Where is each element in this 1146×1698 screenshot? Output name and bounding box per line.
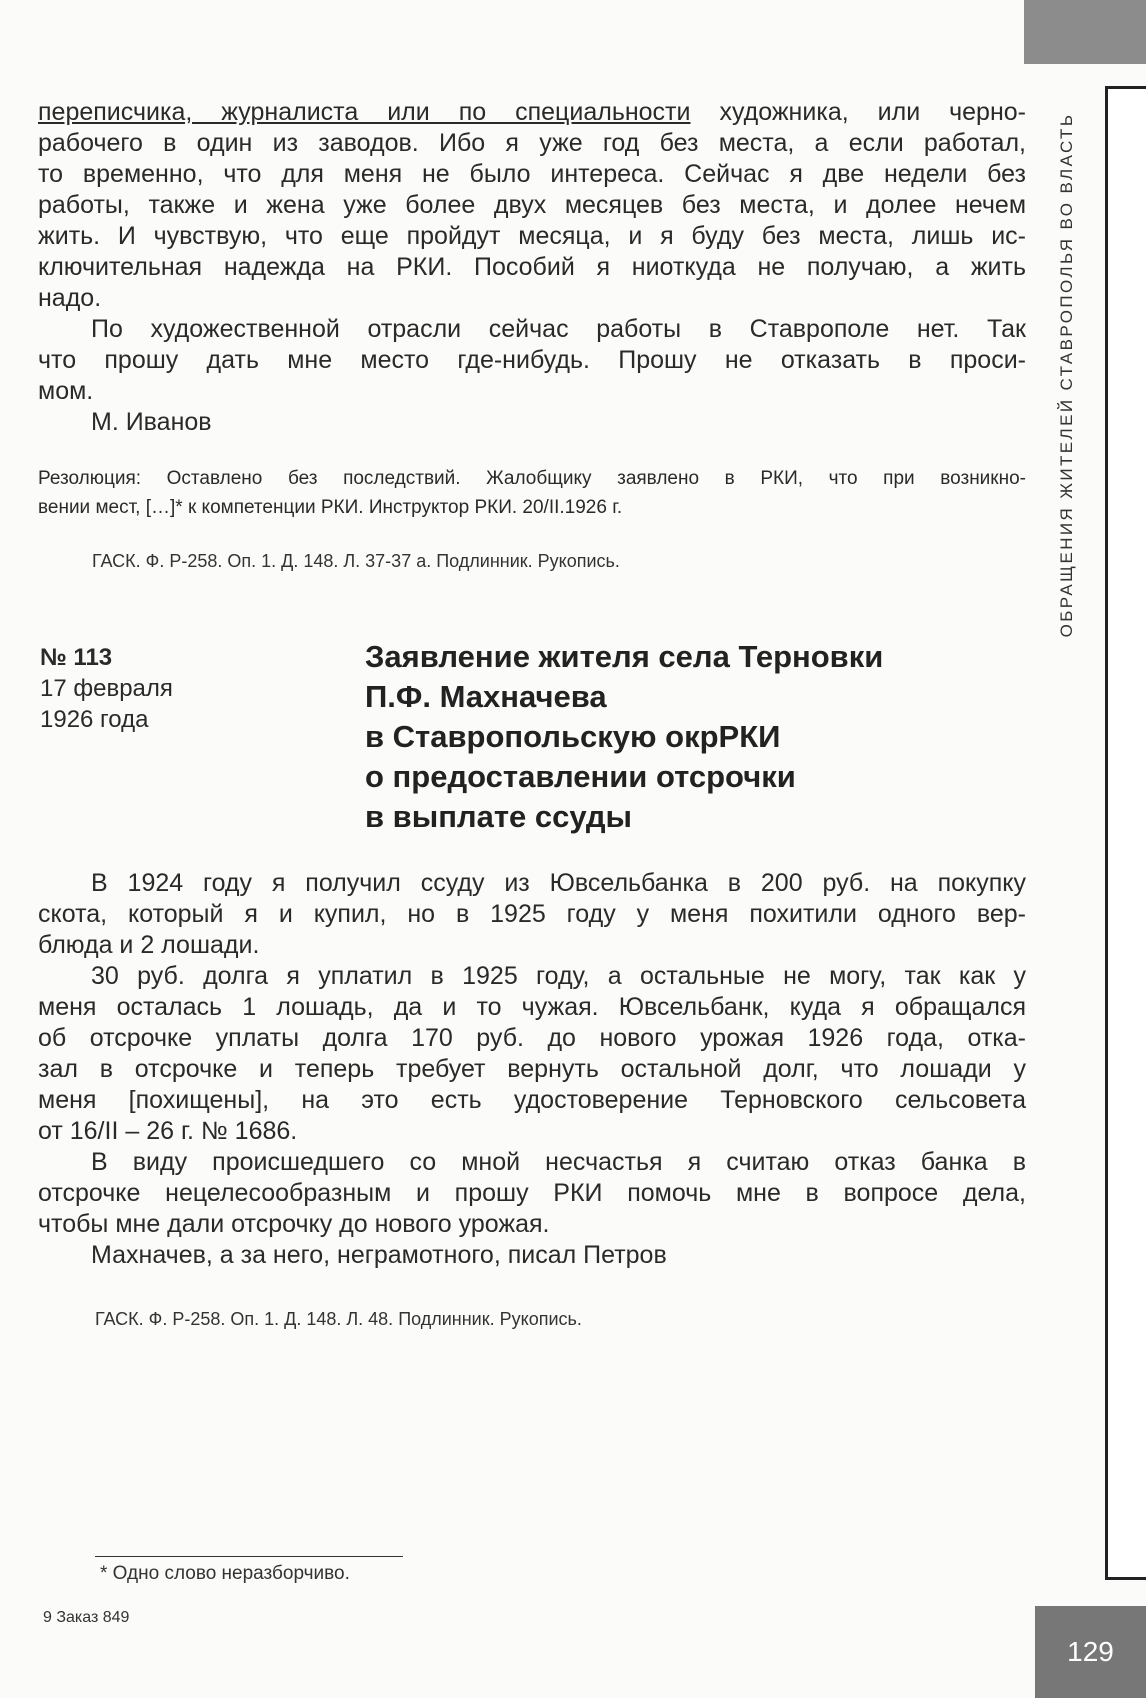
text-line: работы, также и жена уже более двух месяцев без места, и долее нечем <box>38 191 1026 219</box>
text-line: что прошу дать мне место где-нибудь. Прошу не отказать в проси- <box>38 346 1026 374</box>
text-line: то временно, что для меня не было интереса. Сейчас я две недели без <box>38 160 1026 188</box>
footnote: * Одно слово неразборчиво. <box>100 1563 350 1584</box>
document-number-block <box>40 642 173 735</box>
document-number: № 113 <box>40 644 113 671</box>
corner-tab <box>1024 0 1146 64</box>
text-line: мом. <box>38 377 94 405</box>
signature: Махначев, а за него, неграмотного, писал Петров <box>91 1241 667 1269</box>
resolution: Резолюция: Оставлено без последствий. Жалобщику заявлено в РКИ, что при возникно- вении мест, […]* к компетенции РКИ. Инструктор РКИ. 20/II.1926 г. <box>38 468 1026 518</box>
page-number: 129 <box>1035 1606 1146 1698</box>
previous-document-text <box>38 97 1026 438</box>
document-body: В 1924 году я получил ссуду из Ювсельбанка в 200 руб. на покупку скота, который я и купил, но в 1925 году у меня похитили одного вер- блюда и 2 лошади. 30 руб. долга я уплатил в 1925 году, а остальные не могу, так как у меня осталась 1 лошадь, да и то чужая. Ювсельбанк, куда я обращался об отсрочке уплаты долга 170 руб. до нового урожая 1926 года, отка- зал в отсрочке и теперь требует вернуть остальной долг, что лошади у меня [похищены], на это есть удостоверение Терновского сельсовета от 16/II – 26 г. № 1686. В виду происшедшего со мной несчастья я считаю отказ банка в отсрочке нецелесообразным и прошу РКИ помочь мне в вопросе дела, чтобы мне дали отсрочку до нового урожая. Махначев, а за него, неграмотного, писал Петров <box>38 869 1026 1269</box>
side-frame <box>1105 86 1146 1580</box>
print-mark: 9 Заказ 849 <box>43 1609 130 1626</box>
text-line: переписчика, журналиста или по специальности художника, или черно- <box>38 98 1026 126</box>
text-line: жить. И чувствую, что еще пройдут месяца, и я буду без места, лишь ис- <box>38 222 1026 250</box>
footnote-rule <box>95 1556 403 1557</box>
archive-source: ГАСК. Ф. Р-258. Оп. 1. Д. 148. Л. 48. Подлинник. Рукопись. <box>95 1309 582 1329</box>
text-line: надо. <box>38 284 102 312</box>
document-title: Заявление жителя села Терновки П.Ф. Махначева в Ставропольскую окрРКИ о предоставлении отсрочки в выплате ссуды <box>365 639 884 834</box>
document-year: 1926 года <box>40 706 149 733</box>
text-line: По художественной отрасли сейчас работы в Ставрополе нет. Так <box>91 315 1026 343</box>
text-line: ключительная надежда на РКИ. Пособий я ниоткуда не получаю, а жить <box>38 253 1026 281</box>
document-date: 17 февраля <box>40 675 173 702</box>
running-title: ОБРАЩЕНИЯ ЖИТЕЛЕЙ СТАВРОПОЛЬЯ ВО ВЛАСТЬ <box>1057 112 1076 637</box>
signature: М. Иванов <box>91 408 212 436</box>
text-line: рабочего в один из заводов. Ибо я уже год без места, а если работал, <box>38 129 1026 157</box>
archive-source: ГАСК. Ф. Р-258. Оп. 1. Д. 148. Л. 37-37 а. Подлинник. Рукопись. <box>92 551 620 571</box>
